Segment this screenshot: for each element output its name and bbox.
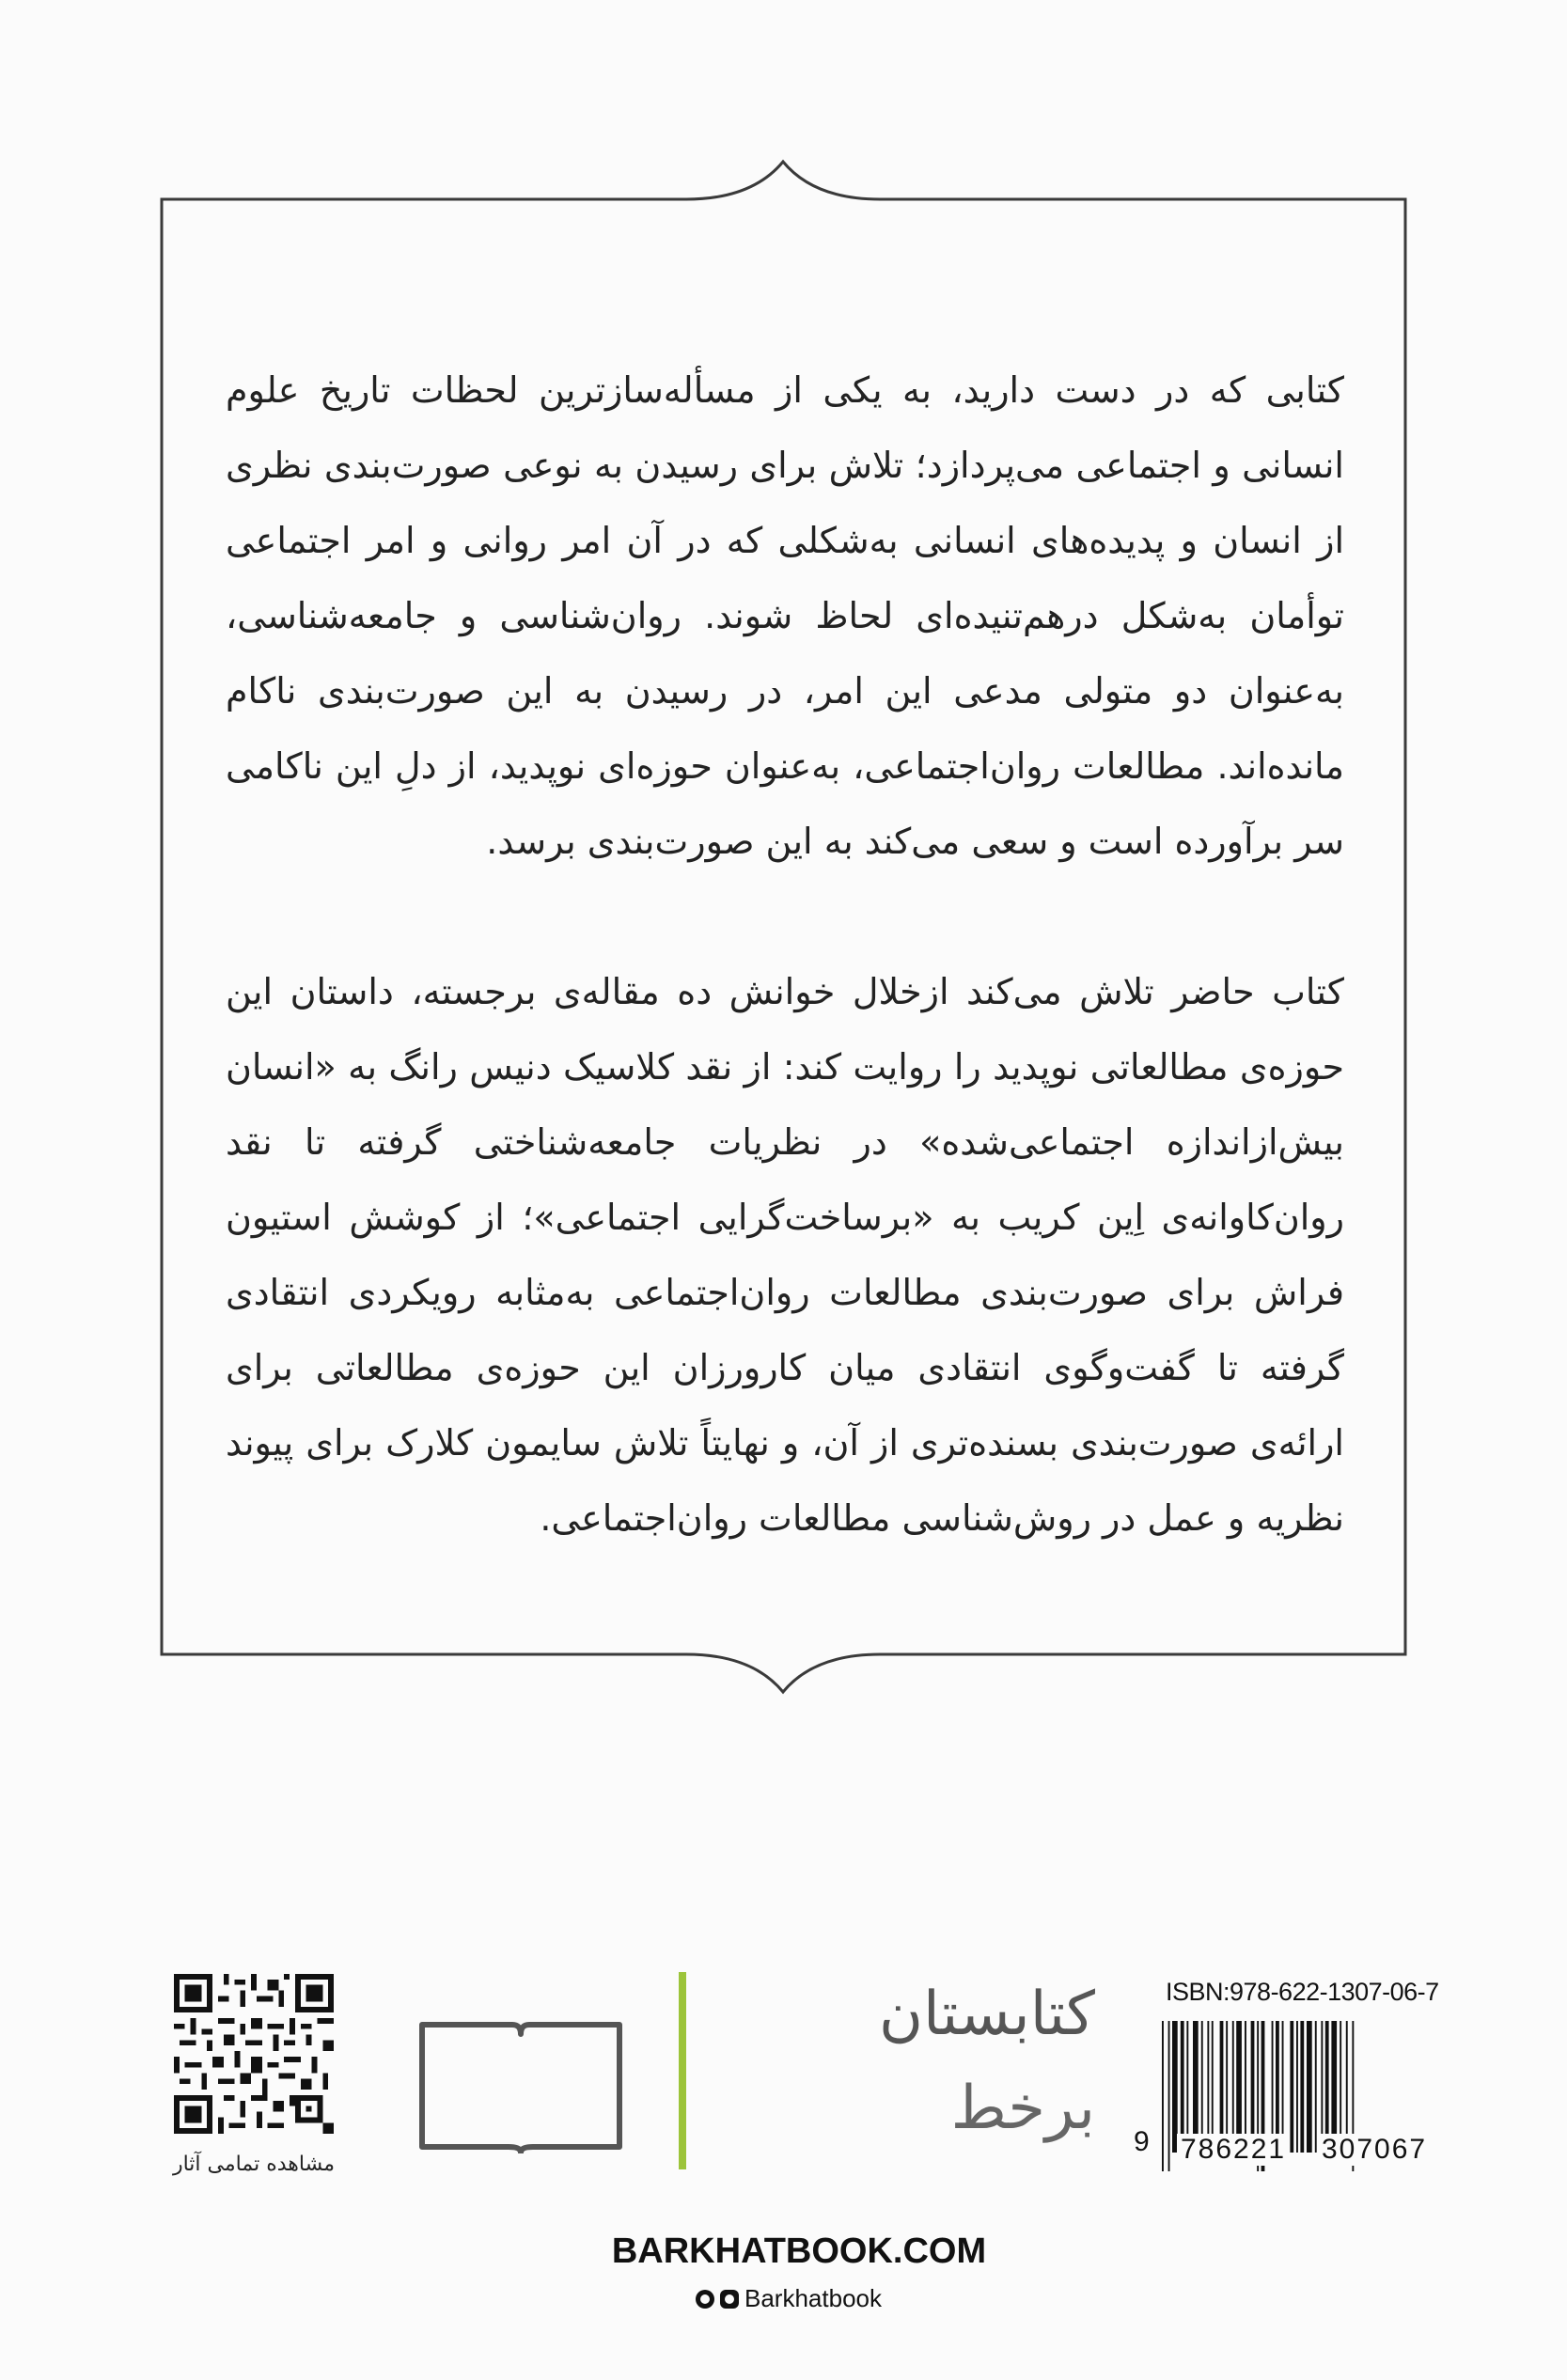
barcode-bar <box>1276 2021 1279 2153</box>
barcode-lead-digit: 9 <box>1134 2126 1150 2157</box>
telegram-icon <box>696 2290 714 2309</box>
social-handle-row[interactable] <box>696 2284 921 2313</box>
barcode-bar <box>1181 2021 1184 2153</box>
barcode-bar <box>1321 2021 1323 2153</box>
isbn-label: ISBN:978-622-1307-06-7 <box>1166 1978 1439 2006</box>
open-book-icon <box>418 2017 623 2153</box>
barcode-bar <box>1300 2021 1304 2153</box>
barcode-bar <box>1201 2021 1203 2153</box>
website-url[interactable]: BARKHATBOOK.COM <box>611 2231 987 2271</box>
description-paragraph: کتاب حاضر تلاش می‌کند ازخلال خوانش ده مقاله‌ی برجسته، داستان این حوزه‌ی مطالعاتی نوپدید را روایت کند: از نقد کلاسیک دنیس رانگ به «انسان بیش‌ازاندازه اجتماعی‌شده» در نظریات جامعه‌شناختی گرفته تا نقد روان‌کاوانه‌ی اِین کریب به «برساخت‌گرایی اجتماعی»؛ از کوشش استیون فراش برای صورت‌بندی مطالعات روان‌اجتماعی به‌مثابه رویکردی انتقادی گرفته تا گفت‌وگوی انتقادی میان کارورزان این حوزه‌ی مطالعاتی برای ارائه‌ی صورت‌بندی بسنده‌تری از آن، و نهایتاً تلاش سایمون کلارک برای پیوند نظریه و عمل در روش‌شناسی مطالعات روان‌اجتماعی. <box>226 971 1344 1539</box>
barcode-bar <box>1296 2021 1298 2153</box>
description-paragraph: کتابی که در دست دارید، به یکی از مسأله‌سازترین لحظات تاریخ علوم انسانی و اجتماعی می‌پردازد؛ تلاش برای رسیدن به نوعی صورت‌بندی نظری از انسان و پدیده‌های انسانی به‌شکلی که در آن امر روانی و امر اجتماعی توأمان به‌شکل درهم‌تنیده‌ای لحاظ شوند. روان‌شناسی و جامعه‌شناسی، به‌عنوان دو متولی مدعی این امر، در رسیدن به این صورت‌بندی ناکام مانده‌اند. مطالعات روان‌اجتماعی، به‌عنوان حوزه‌ای نوپدید، از دلِ این ناکامی سر برآورده است و سعی می‌کند به این صورت‌بندی برسد. <box>226 369 1344 862</box>
social-handle: Barkhatbook <box>744 2284 882 2312</box>
barcode-bar <box>1207 2021 1209 2153</box>
barcode-bar <box>1315 2021 1317 2153</box>
barcode-bar <box>1346 2021 1348 2153</box>
publisher-logo <box>418 1972 1095 2169</box>
brand-separator <box>679 1972 686 2169</box>
qr-code[interactable] <box>174 1974 334 2134</box>
barcode-bar <box>1251 2021 1255 2153</box>
barcode-bar <box>1193 2021 1199 2153</box>
back-cover-description <box>226 352 1344 1556</box>
instagram-icon <box>720 2290 739 2309</box>
qr-caption: مشاهده تمامی آثار <box>172 2153 335 2176</box>
publisher-name-second: برخط <box>950 2074 1095 2143</box>
barcode-bar <box>1331 2021 1337 2153</box>
barcode-digits-right: 307067 <box>1318 2134 1431 2166</box>
barcode-digits-left: 786221 <box>1177 2134 1290 2166</box>
barcode-bar <box>1232 2021 1234 2153</box>
barcode-bar <box>1340 2021 1341 2153</box>
barcode-bar <box>1272 2021 1274 2153</box>
barcode-bar <box>1172 2021 1178 2153</box>
publisher-name: کتابستان <box>879 1980 1095 2049</box>
barcode-bar <box>1186 2021 1188 2153</box>
barcode-bar <box>1290 2021 1293 2153</box>
barcode-bar <box>1245 2021 1246 2153</box>
barcode-bar <box>1307 2021 1312 2153</box>
barcode-bar <box>1236 2021 1242 2153</box>
barcode-bar <box>1226 2021 1228 2153</box>
barcode-bar <box>1325 2021 1329 2153</box>
barcode-bar <box>1220 2021 1224 2153</box>
barcode-bar <box>1168 2021 1170 2171</box>
barcode-bar <box>1282 2021 1284 2153</box>
barcode-bar <box>1212 2021 1214 2153</box>
barcode-bar <box>1162 2021 1164 2171</box>
